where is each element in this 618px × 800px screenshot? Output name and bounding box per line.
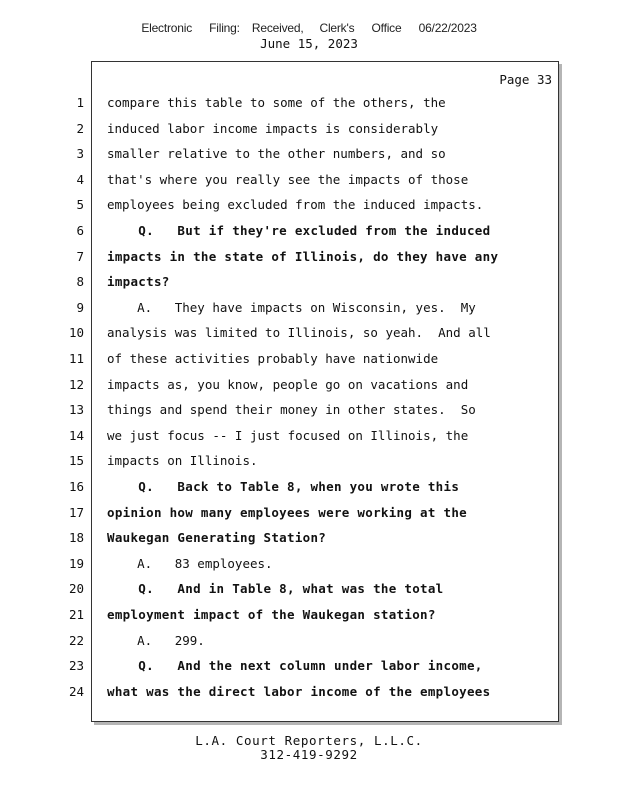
page-number: Page 33 — [499, 72, 552, 87]
transcript-line: impacts on Illinois. — [107, 453, 258, 468]
line-number: 17 — [68, 505, 84, 520]
reporter-phone: 312-419-9292 — [260, 747, 358, 762]
filing-word-2: Filing: — [209, 21, 240, 35]
line-number: 7 — [76, 249, 84, 264]
filing-date: 06/22/2023 — [418, 21, 477, 35]
transcript-line: of these activities probably have nationwide — [107, 351, 439, 366]
line-number: 16 — [68, 479, 84, 494]
transcript-line: Waukegan Generating Station? — [107, 530, 327, 545]
transcript-line: A. 83 employees. — [107, 556, 273, 571]
transcript-line: employment impact of the Waukegan station? — [107, 607, 436, 622]
line-number: 18 — [68, 530, 84, 545]
line-number: 20 — [68, 581, 84, 596]
transcript-line: A. They have impacts on Wisconsin, yes. My — [107, 300, 476, 315]
transcript-line: that's where you really see the impacts of those — [107, 172, 469, 187]
transcript-line: we just focus -- I just focused on Illinois, the — [107, 428, 469, 443]
transcript-line: Q. And the next column under labor income, — [107, 658, 483, 673]
filing-word-5: Office — [371, 21, 402, 35]
filing-word-1: Electronic — [141, 21, 193, 35]
line-number: 10 — [68, 325, 84, 340]
filing-word-3: Received, — [251, 21, 304, 35]
transcript-line: Q. But if they're excluded from the induced — [107, 223, 491, 238]
transcript-line: employees being excluded from the induced impacts. — [107, 197, 484, 212]
line-number: 24 — [68, 684, 84, 699]
transcript-line: impacts as, you know, people go on vacations and — [107, 377, 469, 392]
filing-word-4: Clerk's — [319, 21, 355, 35]
transcript-line: impacts? — [107, 274, 170, 289]
transcript-date: June 15, 2023 — [260, 36, 358, 51]
line-number: 22 — [68, 633, 84, 648]
line-number: 2 — [76, 121, 84, 136]
line-number: 1 — [76, 95, 84, 110]
line-number: 15 — [68, 453, 84, 468]
transcript-line: what was the direct labor income of the employees — [107, 684, 491, 699]
transcript-line: Q. Back to Table 8, when you wrote this — [107, 479, 460, 494]
transcript-line: opinion how many employees were working at the — [107, 505, 467, 520]
transcript-line: analysis was limited to Illinois, so yeah. And all — [107, 325, 491, 340]
line-number: 23 — [68, 658, 84, 673]
line-number: 8 — [76, 274, 84, 289]
line-number: 3 — [76, 146, 84, 161]
line-number: 13 — [68, 402, 84, 417]
transcript-line: things and spend their money in other states. So — [107, 402, 476, 417]
transcript-line: smaller relative to the other numbers, and so — [107, 146, 446, 161]
transcript-line: impacts in the state of Illinois, do they have any — [107, 249, 499, 264]
line-number: 11 — [68, 351, 84, 366]
reporter-name: L.A. Court Reporters, L.L.C. — [195, 733, 423, 748]
line-number: 6 — [76, 223, 84, 238]
transcript-line: Q. And in Table 8, what was the total — [107, 581, 444, 596]
line-number: 19 — [68, 556, 84, 571]
filing-stamp — [0, 21, 618, 35]
transcript-line: induced labor income impacts is considerably — [107, 121, 439, 136]
line-number: 4 — [76, 172, 84, 187]
line-number: 21 — [68, 607, 84, 622]
line-number: 12 — [68, 377, 84, 392]
line-number: 5 — [76, 197, 84, 212]
transcript-line: compare this table to some of the others, the — [107, 95, 446, 110]
line-number: 9 — [76, 300, 84, 315]
transcript-line: A. 299. — [107, 633, 205, 648]
line-number: 14 — [68, 428, 84, 443]
